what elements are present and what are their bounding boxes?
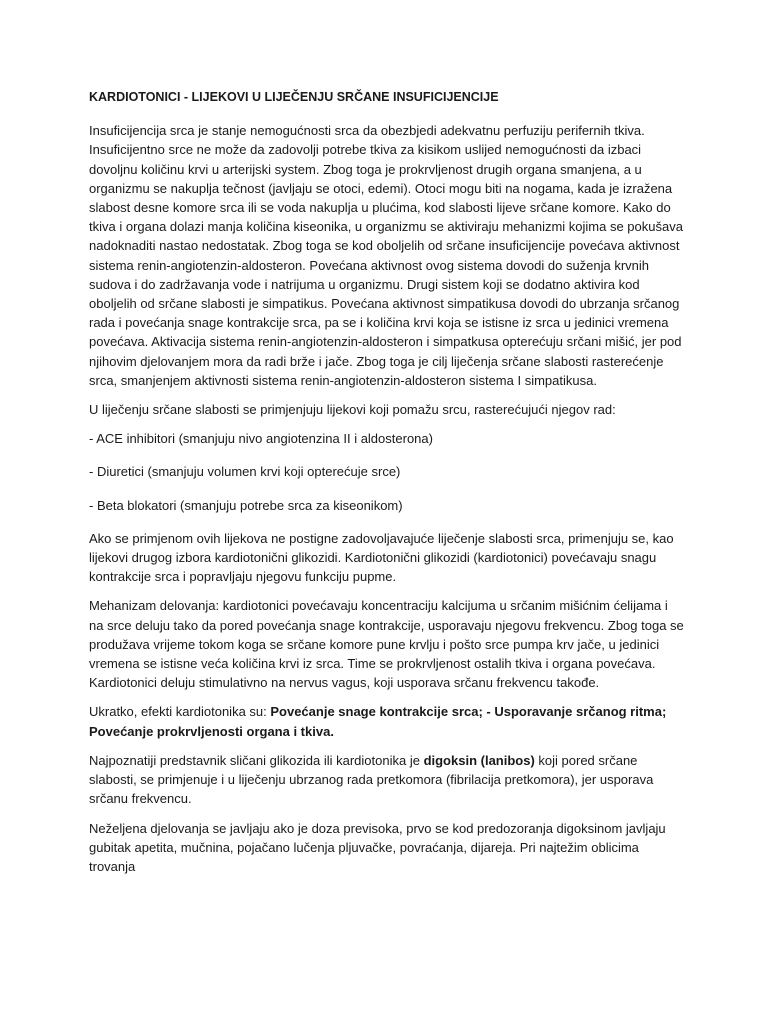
digoxin-name: digoksin (lanibos) <box>423 752 535 768</box>
paragraph-insufficiency: Insuficijencija srca je stanje nemogućnosti srca da obezbjedi adekvatnu perfuziju perifernih tkiva. Insuficijentno srce ne može da zadovolji potrebe tkiva za kisikom uslijed nemogućnosti da izbaci dovoljnu količinu krvi u arterijski system. Zbog toga je prokrvljenost drugih organa smanjena, a u organizmu se nakuplja tečnost (javljaju se otoci, edemi). Otoci mogu biti na nogama, kada je izražena slabost desne komore srca ili se voda nakuplja u plućima, kod slabosti lijeve srčane komore. Kako do tkiva i organa dolazi manja količina kiseonika, u organizmu se aktiviraju mehanizmi kojima se pokušava nadoknaditi nastao nedostatak. Zbog toga se kod oboljelih od srčane insuficijencije povećava aktivnost sistema renin-angiotenzin-aldosteron. Povećana aktivnost ovog sistema dovodi do suženja krvnih sudova i do zadržavanja vode i natrijuma u organizmu. Drugi sistem koji se dodatno aktivira kod oboljelih od srčane slabosti je simpatikus. Povećana aktivnost simpatikusa dovodi do ubrzanja srčanog rada i povećanja snage kontrakcije srca, pa se i količina krvi koja se istisne iz srca u jedinici vremena povećava. Aktivacija sistema renin-angiotenzin-aldosteron i simpatkusa opterećuju srčani mišić, jer pod njihovim djelovanjem mora da radi brže i jače. Zbog toga je cilj liječenja srčane slabosti rasterećenje srca, smanjenjem aktivnosti sistema renin-angiotenzin-aldosteron sistema I simpatikusa. <box>89 123 683 388</box>
paragraph-digoxin <box>89 751 684 809</box>
list-item-diuretics: - Diuretici (smanjuju volumen krvi koji opterećuje srce) <box>89 464 401 480</box>
effects-intro: Ukratko, efekti kardiotonika su: <box>89 704 271 720</box>
effects-list: Povećanje snage kontrakcije srca; - Usporavanje srčanog ritma; Povećanje prokrvljenosti organa i tkiva. <box>89 704 667 739</box>
list-item-ace-inhibitors: - ACE inhibitori (smanjuju nivo angiotenzina II i aldosterona) <box>89 431 433 447</box>
paragraph-treatment-intro: U liječenju srčane slabosti se primjenjuju lijekovi koji pomažu srcu, rasterećujući njegov rad: <box>89 402 616 418</box>
digoxin-text-after: koji pored srčane slabosti, se primjenuje i u liječenju ubrzanog rada pretkomora (fibrilacija pretkomora), jer usporava srčanu frekvencu. <box>89 752 654 807</box>
list-item-beta-blockers: - Beta blokatori (smanjuju potrebe srca za kiseonikom) <box>89 497 403 513</box>
paragraph-side-effects: Neželjena djelovanja se javljaju ako je doza previsoka, prvo se kod predozoranja digoksinom javljaju gubitak apetita, mučnina, pojačano lučenja pljuvačke, povraćanja, dijareja. Pri najtežim oblicima trovanja <box>89 820 666 874</box>
document-page <box>89 88 684 886</box>
paragraph-second-choice: Ako se primjenom ovih lijekova ne postigne zadovoljavajuće liječenje slabosti srca, primenjuju se, kao lijekovi drugog izbora kardiotonični glikozidi. Kardiotonični glikozidi (kardiotonici) povećavaju snagu kontrakcije srca i popravljaju njegovu funkciju pupme. <box>89 530 674 585</box>
document-title: KARDIOTONICI - LIJEKOVI U LIJEČENJU SRČANE INSUFICIJENCIJE <box>89 90 499 104</box>
digoxin-text-before: Najpoznatiji predstavnik sličani glikozida ili kardiotonika je <box>89 752 424 768</box>
paragraph-mechanism: Mehanizam delovanja: kardiotonici povećavaju koncentraciju kalcijuma u srčanim mišićnim ćelijama i na srce deluju tako da pored povećanja snage kontrakcije, usporavaju njegovu frekvencu. Zbog toga se produžava vrijeme tokom koga se srčane komore pune krvlju i pošto srce pumpa krv jače, u jedinici vremena se istisne veća količina krvi iz srca. Time se prokrvljenost ostalih tkiva i organa povećava. Kardiotonici deluju stimulativno na nervus vagus, koji usporava srčanu frekvencu takođe. <box>89 598 684 691</box>
paragraph-effects <box>89 702 684 740</box>
